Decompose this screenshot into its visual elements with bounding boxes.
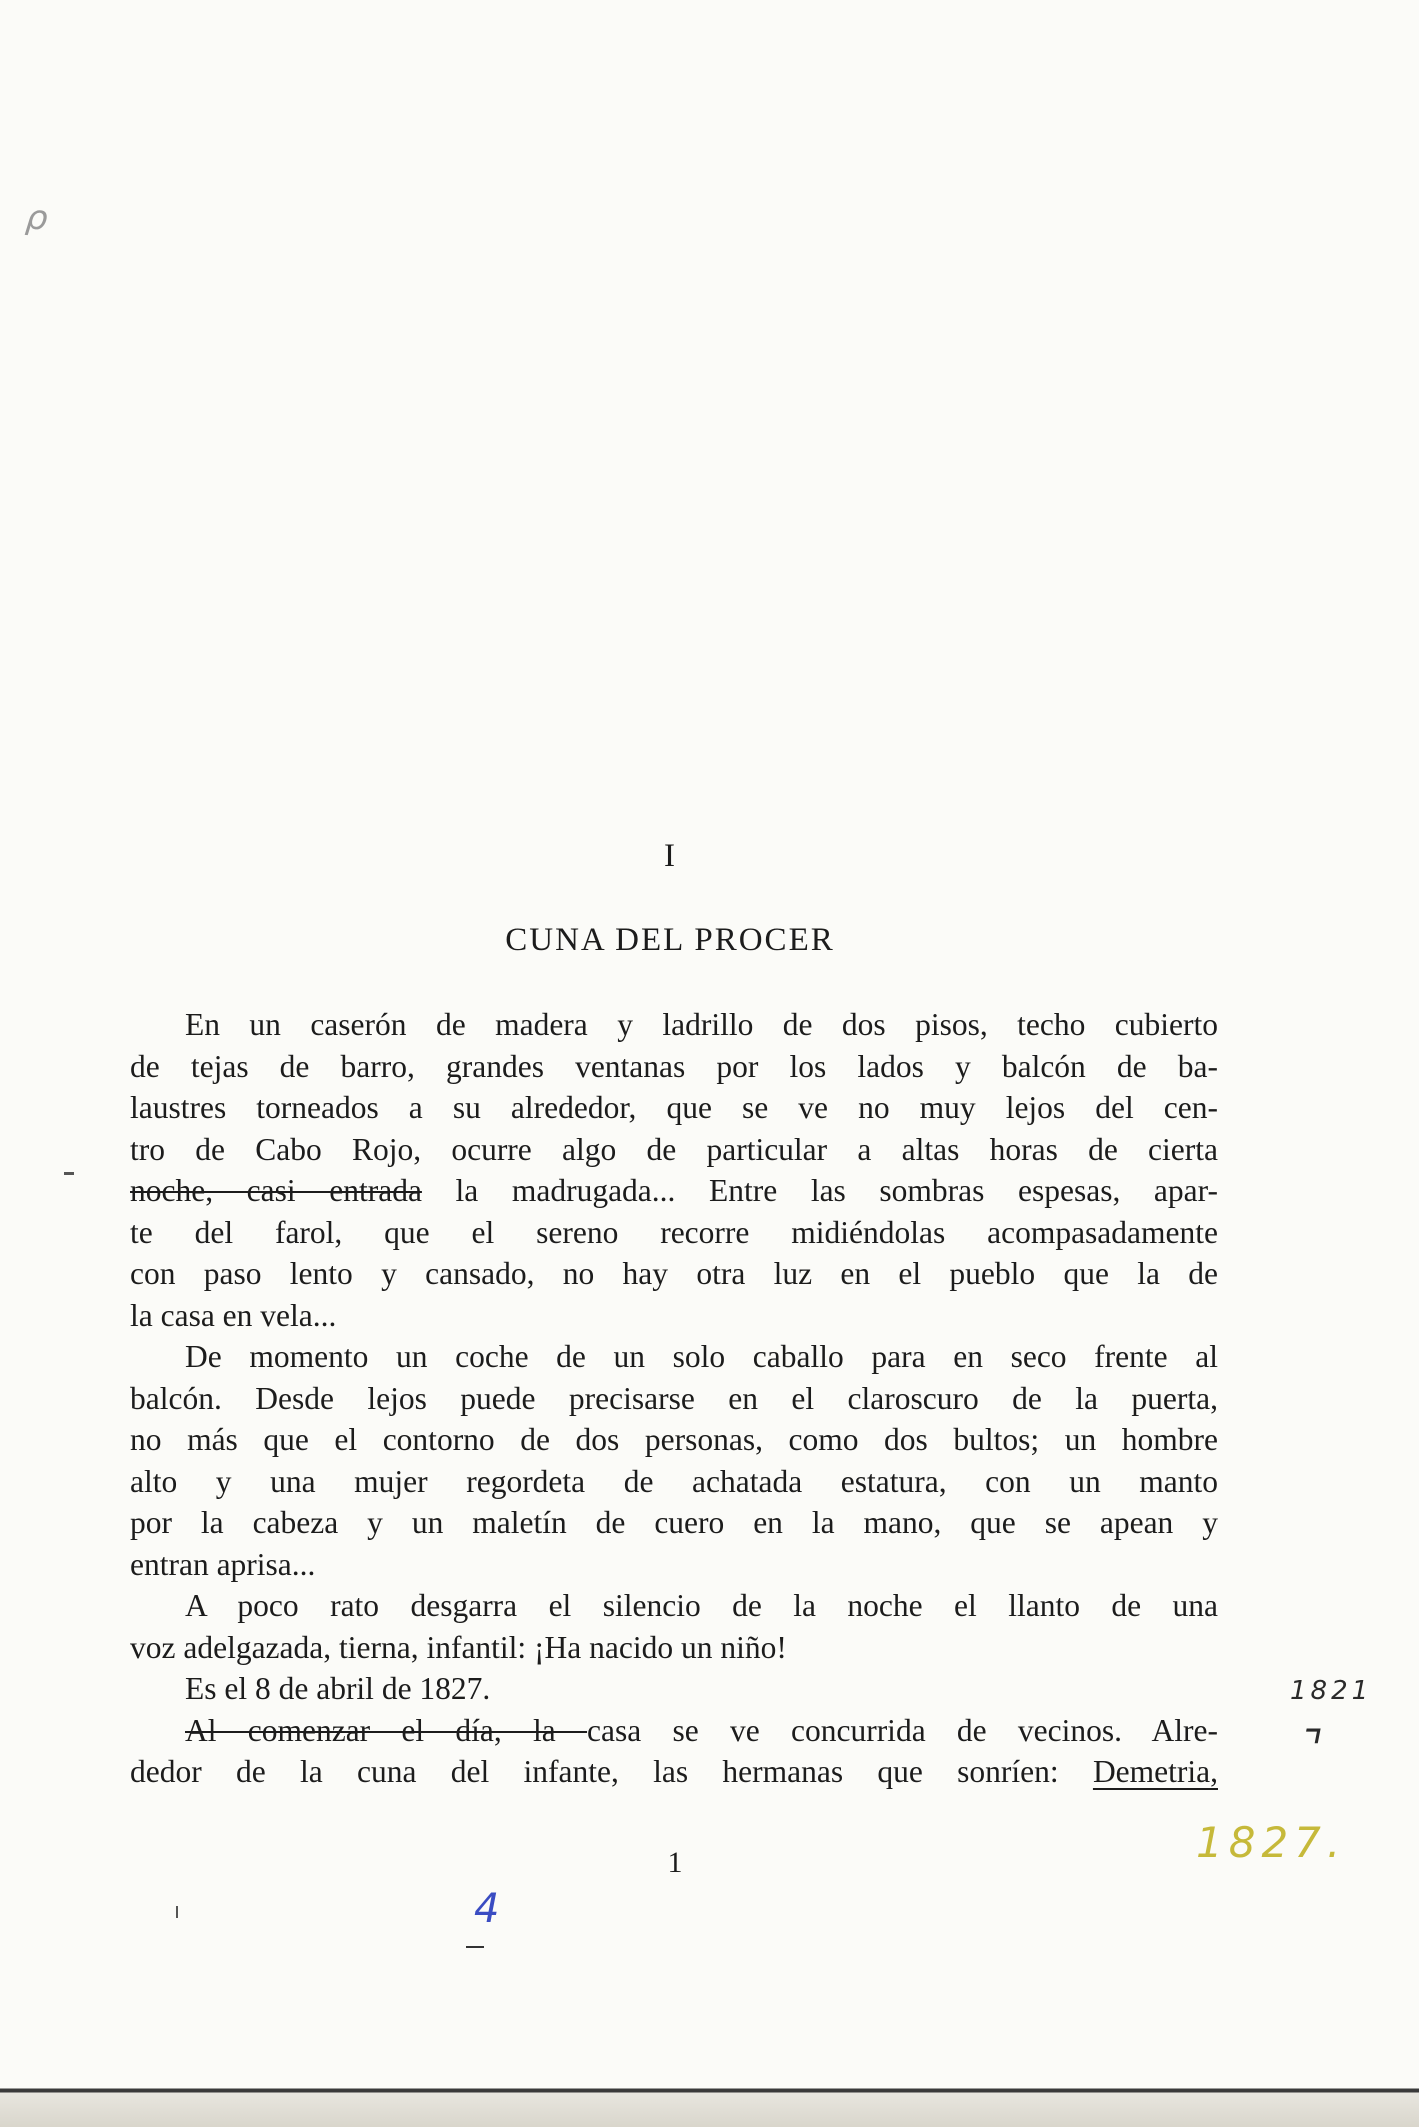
blue-ink-note: 4	[474, 1886, 500, 1932]
text-line: con paso lento y cansado, no hay otra luz en el pueblo que la de	[130, 1256, 1218, 1291]
text-line: te del farol, que el sereno recorre midiéndolas acompasadamente	[130, 1214, 1218, 1250]
margin-bracket-note: ⌝	[1300, 1722, 1321, 1773]
text-line: De momento un coche de un solo caballo para en seco frente al	[185, 1339, 1218, 1374]
text-line: tro de Cabo Rojo, ocurre algo de particular a altas horas de cierta	[130, 1131, 1218, 1167]
text-line	[130, 1710, 1218, 1752]
text-line: por la cabeza y un maletín de cuero en la mano, que se apean y	[130, 1505, 1218, 1540]
margin-dash	[64, 1172, 74, 1175]
text-line: la casa en vela...	[130, 1297, 337, 1333]
chapter-number: I	[664, 838, 676, 874]
margin-pencil-mark: ρ	[23, 196, 50, 240]
text-line: laustres torneados a su alrededor, que se ve no muy lejos del cen-	[130, 1090, 1218, 1125]
text-line	[130, 1751, 1218, 1793]
chapter-title: CUNA DEL PROCER	[505, 922, 835, 958]
text-line: de tejas de barro, grandes ventanas por los lados y balcón de ba-	[130, 1048, 1218, 1084]
text-span: la madrugada... Entre las sombras espesas, apar-	[421, 1173, 1218, 1208]
text-line: entran aprisa...	[130, 1546, 316, 1582]
text-line: no más que el contorno de dos personas, como dos bultos; un hombre	[130, 1422, 1218, 1457]
text-line: En un caserón de madera y ladrillo de dos pisos, techo cubierto	[185, 1007, 1218, 1042]
page-number: 1	[667, 1846, 683, 1879]
struck-text: noche, casi entrada	[130, 1173, 422, 1208]
margin-year-note: 1821	[1290, 1676, 1373, 1706]
page-bottom-edge	[0, 2078, 1419, 2127]
pencil-tick	[176, 1906, 178, 1918]
text-line: A poco rato desgarra el silencio de la noche el llanto de una	[185, 1588, 1218, 1623]
struck-text: Al comenzar el día, la	[185, 1712, 588, 1748]
ink-underline	[466, 1946, 484, 1948]
body-text	[130, 1004, 1218, 1793]
text-line: alto y una mujer regordeta de achatada estatura, con un manto	[130, 1463, 1218, 1499]
text-line: Es el 8 de abril de 1827.	[185, 1671, 491, 1706]
text-span: dedor de la cuna del infante, las hermanas que sonríen:	[130, 1754, 1093, 1789]
text-line	[130, 1170, 1218, 1212]
text-span: casa se ve concurrida de vecinos. Alre-	[587, 1712, 1218, 1748]
text-line: balcón. Desde lejos puede precisarse en el claroscuro de la puerta,	[130, 1380, 1218, 1416]
text-line: voz adelgazada, tierna, infantil: ¡Ha nacido un niño!	[130, 1629, 787, 1665]
margin-yellow-note: 1827.	[1196, 1818, 1347, 1867]
underlined-text: Demetria,	[1092, 1754, 1218, 1789]
